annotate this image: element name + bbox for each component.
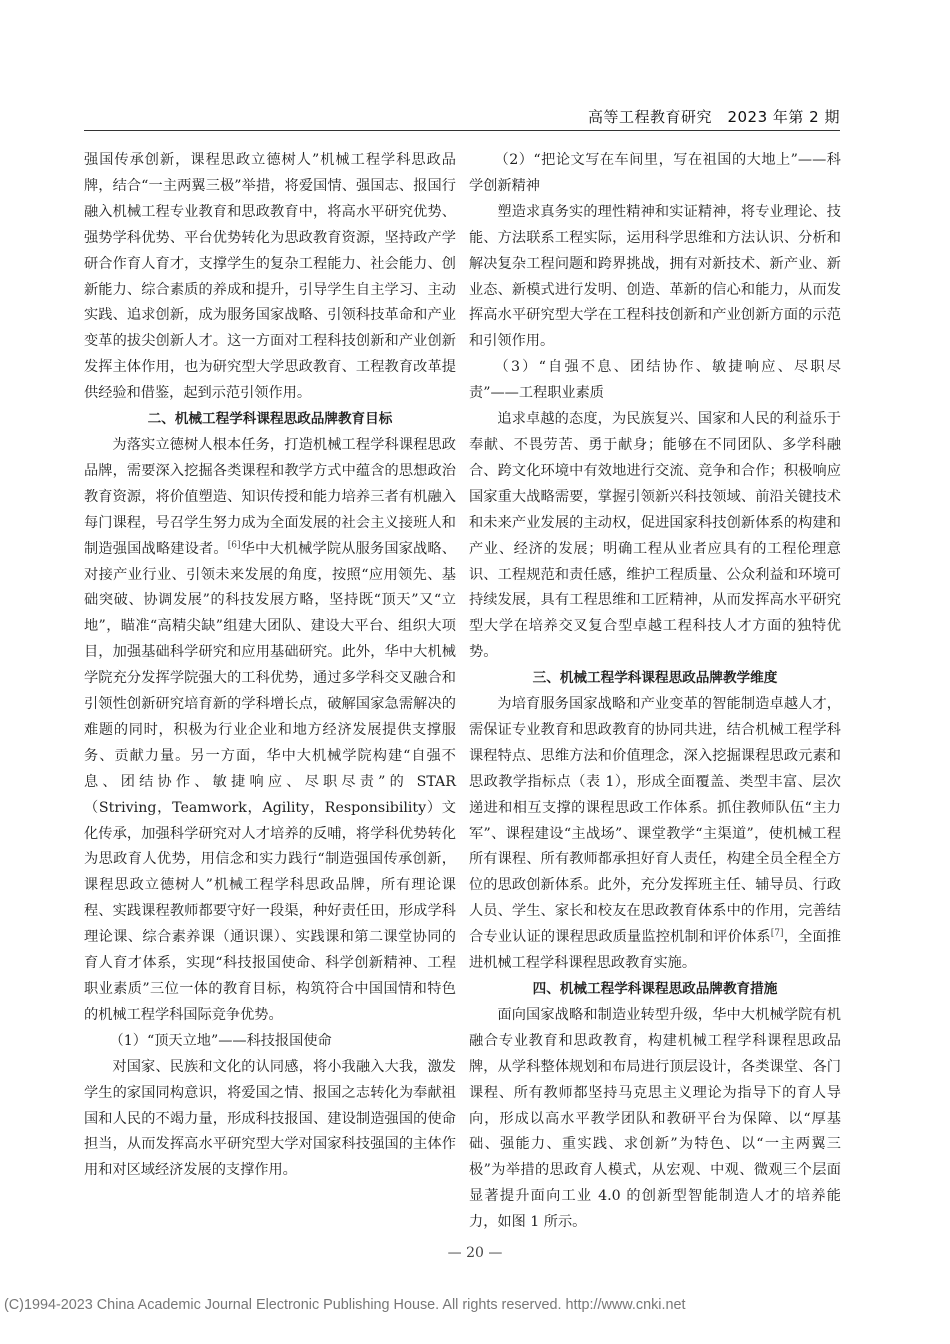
subheading: （1）“顶天立地”——科技报国使命 — [109, 1032, 332, 1049]
section-heading: 三、机械工程学科课程思政品牌教学维度 — [532, 670, 778, 687]
running-header — [84, 104, 840, 131]
copyright-line: (C)1994-2023 China Academic Journal Electronic Publishing House. All rights reserved. http://www.cnki.net — [4, 1297, 686, 1313]
subheading: （3）“自强不息、团结协作、敏捷响应、尽职尽责”——工程职业素质 — [469, 359, 841, 402]
section-heading: 二、机械工程学科课程思政品牌教育目标 — [147, 411, 393, 428]
paragraph — [84, 433, 456, 1029]
paragraph: 面向国家战略和制造业转型升级，华中大机械学院有机融合专业教育和思政教育，构建机械工程学科课程思政品牌，从学科整体规划和布局进行顶层设计，各类课堂、各门课程、所有教师都坚持马克思主义理论为指导下的育人导向，形成以高水平教学团队和教研平台为保障、以“厚基础、强能力、重实践、求创新”为特色、以“一主两翼三极”为举措的思政育人模式，从宏观、中观、微观三个层面显著提升面向工业 4.0 的创新型智能制造人才的培养能力，如图 1 所示。 — [469, 1006, 841, 1231]
paragraph-text: 华中大机械学院从服务国家战略、对接产业行业、引领未来发展的角度，按照“应用领先、基础突破、协调发展”的科技发展方略，坚持既“顶天”又“立地”，瞄准“高精尖缺”组建大团队、建设大平台、组织大项目，加强基础科学研究和应用基础研究。此外，华中大机械学院充分发挥学院强大的工科优势，通过多学科交叉融合和引领性创新研究培育新的学科增长点，破解国家急需解决的难题的同时，积极为行业企业和地方经济发展提供支撑服务、贡献力量。另一方面，华中大机械学院构建“自强不息、团结协作、敏捷响应、尽职尽责”的 STAR（Striving，Teamwork，Agility，Responsibility）文化传承，加强科学研究对人才培养的反哺，将学科优势转化为思政育人优势，用信念和实力践行“制造强国传承创新，课程思政立德树人”机械工程学科思政品牌，所有理论课程、实践课程教师都要守好一段渠，种好责任田，形成学科理论课、综合素养课（通识课）、实践课和第二课堂协同的育人育才体系，实现“科技报国使命、科学创新精神、工程职业素质”三位一体的教育目标，构筑符合中国国情和特色的机械工程学科国际竞争优势。 — [84, 540, 456, 1023]
paragraph-text: 为落实立德树人根本任务，打造机械工程学科课程思政品牌，需要深入挖掘各类课程和教学方式中蕴含的思想政治教育资源，将价值塑造、知识传授和能力培养三者有机融入每门课程，号召学生努力成为全面发展的社会主义接班人和制造强国战略建设者。 — [84, 436, 456, 557]
page-number: — 20 — — [447, 1245, 503, 1261]
paragraph: 追求卓越的态度，为民族复兴、国家和人民的利益乐于奉献、不畏劳苦、勇于献身；能够在不同团队、多学科融合、跨文化环境中有效地进行交流、竞争和合作；积极响应国家重大战略需要，掌握引领新兴科技领域、前沿关键技术和未来产业发展的主动权，促进国家科技创新体系的构建和产业、经济的发展；明确工程从业者应具有的工程伦理意识、工程规范和责任感，维护工程质量、公众利益和环境可持续发展，具有工程思维和工匠精神，从而发挥高水平研究型大学在培养交叉复合型卓越工程科技人才方面的独特优势。 — [469, 411, 841, 661]
paragraph — [469, 692, 841, 977]
citation[interactable]: [7] — [770, 928, 784, 939]
left-column — [84, 148, 456, 1184]
citation[interactable]: [6] — [227, 539, 241, 550]
section-heading: 四、机械工程学科课程思政品牌教育措施 — [532, 981, 778, 997]
journal-title: 高等工程教育研究 2023 年第 2 期 — [587, 108, 840, 126]
paragraph: 对国家、民族和文化的认同感，将小我融入大我，激发学生的家国同构意识，将爱国之情、报国之志转化为奉献祖国和人民的不竭力量，形成科技报国、建设制造强国的使命担当，从而发挥高水平研究型大学对国家科技强国的主体作用和对区域经济发展的支撑作用。 — [84, 1058, 456, 1179]
paragraph: 塑造求真务实的理性精神和实证精神，将专业理论、技能、方法联系工程实际，运用科学思维和方法认识、分析和解决复杂工程问题和跨界挑战，拥有对新技术、新产业、新业态、新模式进行发明、创造、革新的信心和能力，从而发挥高水平研究型大学在工程科技创新和产业创新方面的示范和引领作用。 — [469, 203, 841, 350]
paragraph-text: ，全面推进机械工程学科课程思政教育实施。 — [469, 929, 841, 972]
right-column — [469, 148, 841, 1236]
paragraph: 强国传承创新，课程思政立德树人”机械工程学科思政品牌，结合“一主两翼三极”举措，将爱国情、强国志、报国行融入机械工程专业教育和思政教育中，将高水平研究优势、强势学科优势、平台优势转化为思政教育资源，坚持政产学研合作育人育才，支撑学生的复杂工程能力、社会能力、创新能力、综合素质的养成和提升，引导学生自主学习、主动实践、追求创新，成为服务国家战略、引领科技革命和产业变革的拔尖创新人才。这一方面对工程科技创新和产业创新发挥主体作用，也为研究型大学思政教育、工程教育改革提供经验和借鉴，起到示范引领作用。 — [84, 152, 456, 402]
paragraph-text: 为培育服务国家战略和产业变革的智能制造卓越人才，需保证专业教育和思政教育的协同共进，结合机械工程学科课程特点、思维方法和价值理念，深入挖掘课程思政元素和思政教学指标点（表 1），形成全面覆盖、类型丰富、层次递进和相互支撑的课程思政工作体系。抓住教师队伍“主力军”、课程建设“主战场”、课堂教学“主渠道”，使机械工程所有课程、所有教师都承担好育人责任，构建全员全程全方位的思政创新体系。此外，充分发挥班主任、辅导员、行政人员、学生、家长和校友在思政教育体系中的作用，完善结合专业认证的课程思政质量监控机制和评价体系 — [469, 696, 841, 946]
subheading: （2）“把论文写在车间里，写在祖国的大地上”——科学创新精神 — [469, 152, 841, 194]
